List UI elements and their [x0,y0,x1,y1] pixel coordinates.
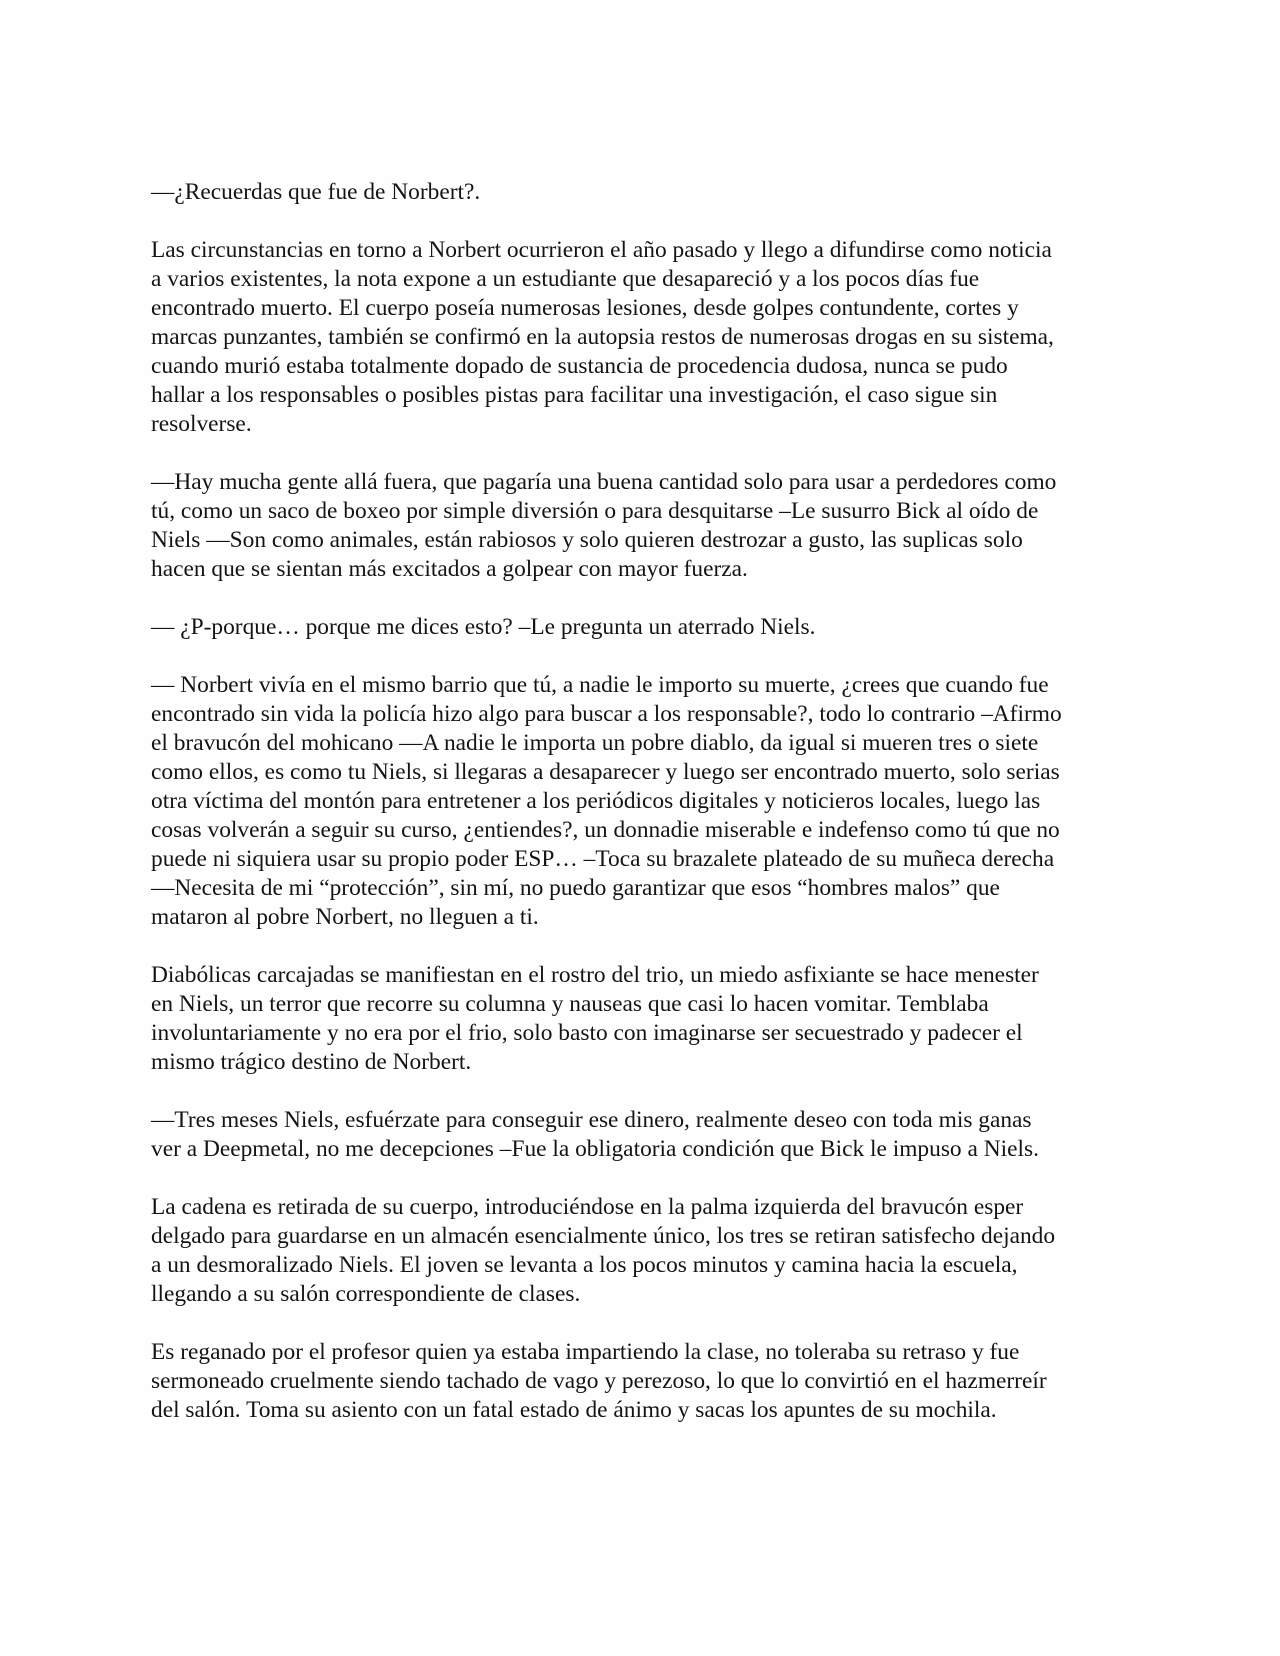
text-line: en Niels, un terror que recorre su columna y nauseas que casi lo hacen vomitar. Temblaba [151,991,989,1017]
text-line: marcas punzantes, también se confirmó en la autopsia restos de numerosas drogas en su sistema, [151,324,1054,350]
text-line: —Tres meses Niels, esfuérzate para conseguir ese dinero, realmente deseo con toda mis ganas [151,1107,1032,1133]
paragraph [151,178,1141,207]
text-line: — Norbert vivía en el mismo barrio que tú, a nadie le importo su muerte, ¿crees que cuando fue [151,672,1049,698]
paragraph [151,1338,1141,1425]
paragraph [151,671,1141,932]
text-line: sermoneado cruelmente siendo tachado de vago y perezoso, lo que lo convirtió en el hazmerreír [151,1368,1047,1394]
text-line: encontrado muerto. El cuerpo poseía numerosas lesiones, desde golpes contundente, cortes y [151,295,1019,321]
paragraph [151,1193,1141,1309]
text-line: involuntariamente y no era por el frio, solo basto con imaginarse ser secuestrado y padecer el [151,1020,1023,1046]
text-line: delgado para guardarse en un almacén esencialmente único, los tres se retiran satisfecho dejando [151,1223,1056,1249]
text-line: hacen que se sientan más excitados a golpear con mayor fuerza. [151,556,748,582]
text-line: a un desmoralizado Niels. El joven se levanta a los pocos minutos y camina hacia la escuela, [151,1252,1018,1278]
paragraph [151,1106,1141,1164]
text-line: La cadena es retirada de su cuerpo, introduciéndose en la palma izquierda del bravucón esper [151,1194,1024,1220]
text-line: mataron al pobre Norbert, no lleguen a ti. [151,904,539,930]
text-line: llegando a su salón correspondiente de clases. [151,1281,581,1307]
text-line: Las circunstancias en torno a Norbert ocurrieron el año pasado y llego a difundirse como noticia [151,237,1052,263]
text-line: el bravucón del mohicano —A nadie le importa un pobre diablo, da igual si mueren tres o siete [151,730,1039,756]
text-line: como ellos, es como tu Niels, si llegaras a desaparecer y luego ser encontrado muerto, solo serias [151,759,1060,785]
text-line: del salón. Toma su asiento con un fatal estado de ánimo y sacas los apuntes de su mochila. [151,1397,997,1423]
document-body [151,178,1141,1454]
paragraph [151,468,1141,584]
text-line: — ¿P-porque… porque me dices esto? –Le pregunta un aterrado Niels. [151,614,816,640]
text-line: puede ni siquiera usar su propio poder ESP… –Toca su brazalete plateado de su muñeca derecha [151,846,1055,872]
paragraph [151,961,1141,1077]
text-line: —Hay mucha gente allá fuera, que pagaría una buena cantidad solo para usar a perdedores como [151,469,1057,495]
text-line: encontrado sin vida la policía hizo algo para buscar a los responsable?, todo lo contrario –Afirmo [151,701,1062,727]
text-line: resolverse. [151,411,252,437]
text-line: Niels —Son como animales, están rabiosos y solo quieren destrozar a gusto, las suplicas solo [151,527,1023,553]
text-line: tú, como un saco de boxeo por simple diversión o para desquitarse –Le susurro Bick al oído de [151,498,1039,524]
text-line: Diabólicas carcajadas se manifiestan en el rostro del trio, un miedo asfixiante se hace menester [151,962,1039,988]
text-line: Es reganado por el profesor quien ya estaba impartiendo la clase, no toleraba su retraso y fue [151,1339,1020,1365]
text-line: cuando murió estaba totalmente dopado de sustancia de procedencia dudosa, nunca se pudo [151,353,1008,379]
text-line: —Necesita de mi “protección”, sin mí, no puedo garantizar que esos “hombres malos” que [151,875,1000,901]
text-line: otra víctima del montón para entretener a los periódicos digitales y noticieros locales, luego las [151,788,1041,814]
text-line: mismo trágico destino de Norbert. [151,1049,472,1075]
paragraph [151,613,1141,642]
text-line: hallar a los responsables o posibles pistas para facilitar una investigación, el caso sigue sin [151,382,998,408]
text-line: ver a Deepmetal, no me decepciones –Fue la obligatoria condición que Bick le impuso a Niels. [151,1136,1039,1162]
text-line: a varios existentes, la nota expone a un estudiante que desapareció y a los pocos días fue [151,266,980,292]
text-line: cosas volverán a seguir su curso, ¿entiendes?, un donnadie miserable e indefenso como tú que no [151,817,1060,843]
text-line: —¿Recuerdas que fue de Norbert?. [151,179,481,205]
paragraph [151,236,1141,439]
